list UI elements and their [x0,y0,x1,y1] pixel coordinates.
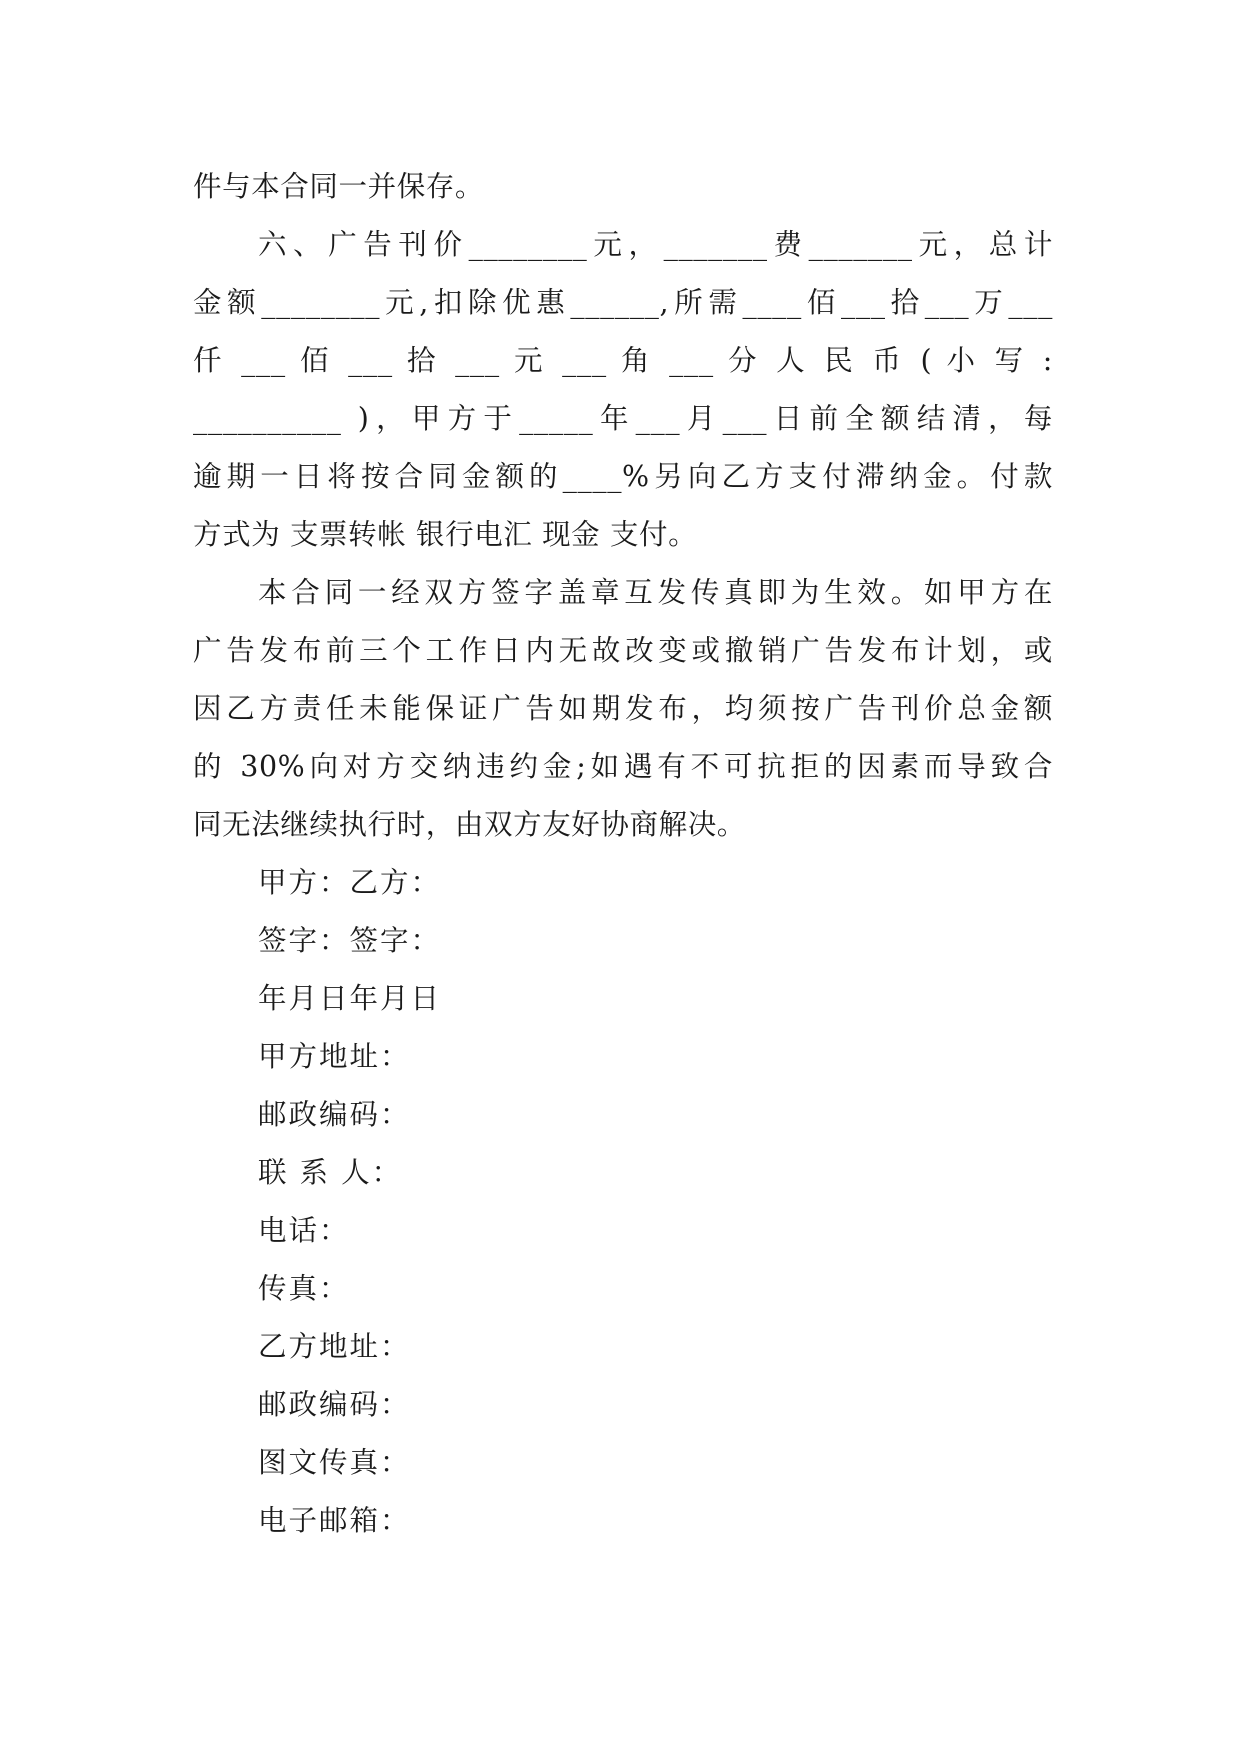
paragraph-continuation [193,158,1053,216]
fax-label: 传真： [258,1272,350,1305]
signature-labels: 签字：签字： [258,924,442,957]
text-line: 仟 ___ 佰 ___ 拾 ___ 元 ___ 角 ___ 分 人 民 币 ( 小 写 : [193,344,1053,377]
image-fax-label: 图文传真： [258,1446,411,1479]
text-line: 方式为 支票转帐 银行电汇 现金 支付。 [193,518,698,551]
contact-person-label: 联 系 人： [258,1156,403,1189]
date-labels: 年月日年月日 [258,982,442,1015]
text-line: 金额________元,扣除优惠______,所需____佰___拾___万___ [193,286,1053,319]
document-page [193,158,1053,1550]
text-line: 广告发布前三个工作日内无故改变或撤销广告发布计划，或 [193,634,1053,667]
party-a-address-label: 甲方地址： [258,1040,411,1073]
email-label: 电子邮箱： [258,1504,411,1537]
party-a-postcode-label: 邮政编码： [258,1098,411,1131]
party-labels: 甲方：乙方： [258,866,442,899]
party-b-postcode-label: 邮政编码： [258,1388,411,1421]
text-line: 的 30%向对方交纳违约金;如遇有不可抗拒的因素而导致合 [193,750,1053,783]
signature-fields [193,854,1053,1550]
phone-label: 电话： [258,1214,350,1247]
text-line: 因乙方责任未能保证广告如期发布，均须按广告刊价总金额 [193,692,1053,725]
text-line: 件与本合同一并保存。 [193,170,485,203]
text-line: 同无法继续执行时，由双方友好协商解决。 [193,808,746,841]
paragraph-clause-six [193,216,1053,564]
paragraph-effectiveness [193,564,1053,854]
text-line: __________ )，甲方于_____年___月___日前全额结清，每 [193,402,1053,435]
text-line: 逾期一日将按合同金额的____%另向乙方支付滞纳金。付款 [193,460,1053,493]
text-line: 本合同一经双方签字盖章互发传真即为生效。如甲方在 [258,576,1053,609]
party-b-address-label: 乙方地址： [258,1330,411,1363]
text-line: 六、广告刊价________元，_______费_______元，总计 [258,228,1053,261]
